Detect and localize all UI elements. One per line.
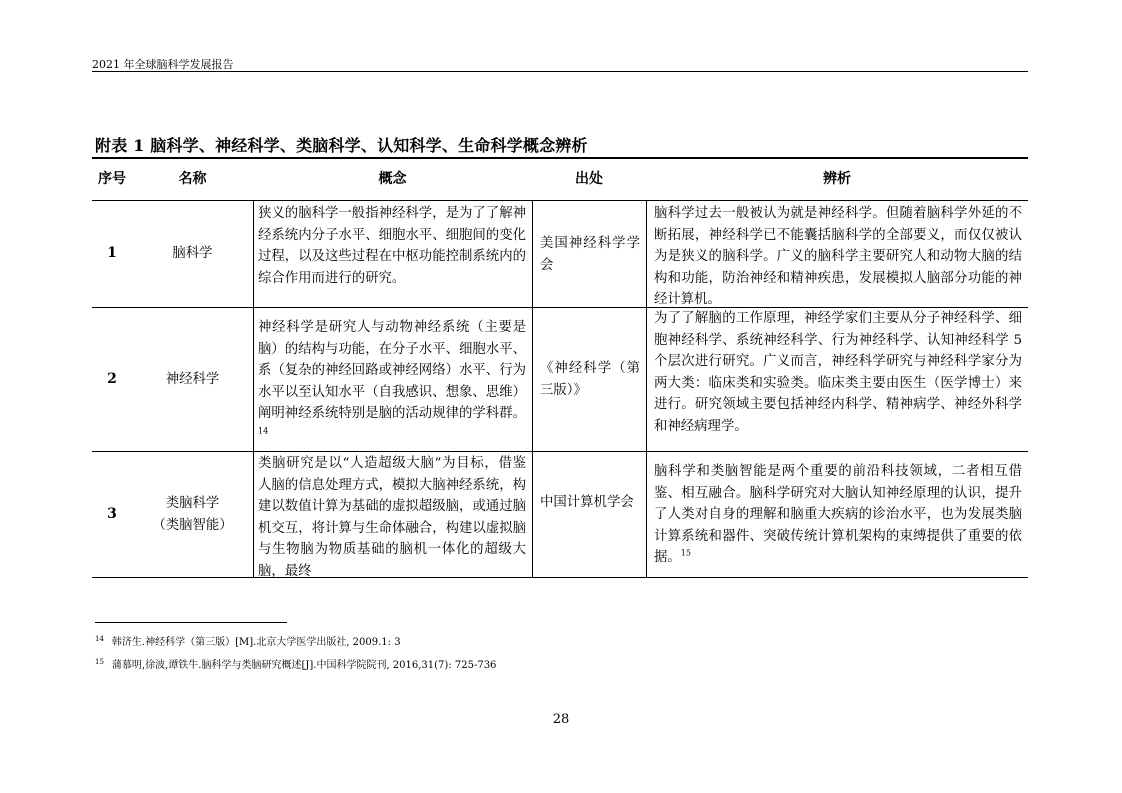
row-number: 3	[107, 505, 117, 522]
footnote-ref: 14	[258, 426, 269, 436]
analysis-text	[654, 308, 1022, 438]
table-bottom-rule	[92, 577, 1028, 578]
source-text	[540, 358, 640, 401]
footnote-text: 韩济生.神经科学（第三版）[M].北京大学医学出版社, 2009.1: 3	[111, 637, 401, 648]
analysis-text	[654, 203, 1022, 311]
column-divider	[532, 200, 533, 577]
concept-text	[258, 317, 526, 447]
row-number: 2	[107, 370, 117, 387]
footnote-divider	[95, 622, 287, 623]
page-number: 28	[552, 712, 570, 727]
source-body: 中国计算机学会	[540, 495, 634, 510]
col-header-concept: 概念	[378, 171, 407, 188]
source-text	[540, 233, 640, 276]
source-body: 美国神经科学学会	[540, 236, 640, 273]
term-name-text: 神经科学	[165, 371, 220, 387]
source-text	[540, 492, 640, 514]
footnote	[95, 633, 401, 648]
header-divider	[92, 71, 1028, 72]
analysis-body: 脑科学和类脑智能是两个重要的前沿科技领域，二者相互借鉴、相互融合。脑科学研究对大脑认知神经原理的认识，提升了人类对自身的理解和脑重大疾病的诊治水平，也为发展类脑计算系统和器件、突破传统计算机架构的束缚提供了重要的依据。	[654, 464, 1022, 566]
col-header-number: 序号	[98, 171, 126, 188]
term-name-text: 类脑科学	[165, 495, 220, 511]
column-divider	[253, 200, 254, 577]
source-body: 《神经科学（第三版）》	[540, 361, 640, 398]
term-name	[132, 201, 253, 307]
footnote-mark: 14	[95, 634, 104, 643]
column-divider	[646, 200, 647, 577]
col-header-source: 出处	[575, 171, 603, 188]
footnote-mark: 15	[95, 657, 104, 666]
analysis-body: 为了了解脑的工作原理，神经学家们主要从分子神经科学、细胞神经科学、系统神经科学、行为神经科学、认知神经科学 5 个层次进行研究。广义而言，神经科学研究与神经科学家分为两大类：临床类和实验类。临床类主要由医生（医学博士）来进行。研究领域主要包括神经内科学、精神病学、神经外科学和神经病理学。	[654, 311, 1022, 434]
term-name	[132, 452, 253, 577]
footnote	[95, 656, 496, 671]
col-header-name: 名称	[178, 171, 207, 188]
analysis-text	[654, 461, 1022, 569]
concept-body: 狭义的脑科学一般指神经科学，是为了了解神经系统内分子水平、细胞水平、细胞间的变化过程，以及这些过程在中枢功能控制系统内的综合作用而进行的研究。	[258, 206, 526, 286]
table-title: 附表 1 脑科学、神经科学、类脑科学、认知科学、生命科学概念辨析	[95, 136, 588, 155]
col-header-analysis: 辨析	[823, 171, 851, 188]
term-name	[132, 308, 253, 451]
term-name-alias: （类脑智能）	[152, 517, 233, 533]
running-header: 2021 年全球脑科学发展报告	[92, 58, 234, 71]
analysis-body: 脑科学过去一般被认为就是神经科学。但随着脑科学外延的不断拓展，神经科学已不能囊括脑科学的全部要义，而仅仅被认为是狭义的脑科学。广义的脑科学主要研究人和动物大脑的结构和功能，防治神经和精神疾患，发展模拟人脑部分功能的神经计算机。	[654, 206, 1022, 308]
concept-body: 神经科学是研究人与动物神经系统（主要是脑）的结构与功能，在分子水平、细胞水平、系（复杂的神经回路或神经网络）水平、行为水平以至认知水平（自我感识、想象、思维）阐明神经系统特别是脑的活动规律的学科群。	[258, 320, 526, 422]
concept-body: 类脑研究是以“人造超级大脑”为目标，借鉴人脑的信息处理方式，模拟大脑神经系统，构建以数值计算为基础的虚拟超级脑，或通过脑机交互，将计算与生命体融合，构建以虚拟脑与生物脑为物质基础的脑机一体化的超级大脑，最终	[258, 456, 526, 579]
term-name-text: 脑科学	[172, 246, 213, 262]
concept-text	[258, 453, 526, 583]
footnote-text: 蒲慕明,徐波,谭铁牛.脑科学与类脑研究概述[J].中国科学院院刊, 2016,31(7): 725-736	[111, 660, 497, 671]
table-top-rule	[92, 157, 1028, 159]
row-number: 1	[107, 245, 117, 262]
footnote-ref: 15	[680, 548, 691, 558]
concept-text	[258, 203, 526, 289]
